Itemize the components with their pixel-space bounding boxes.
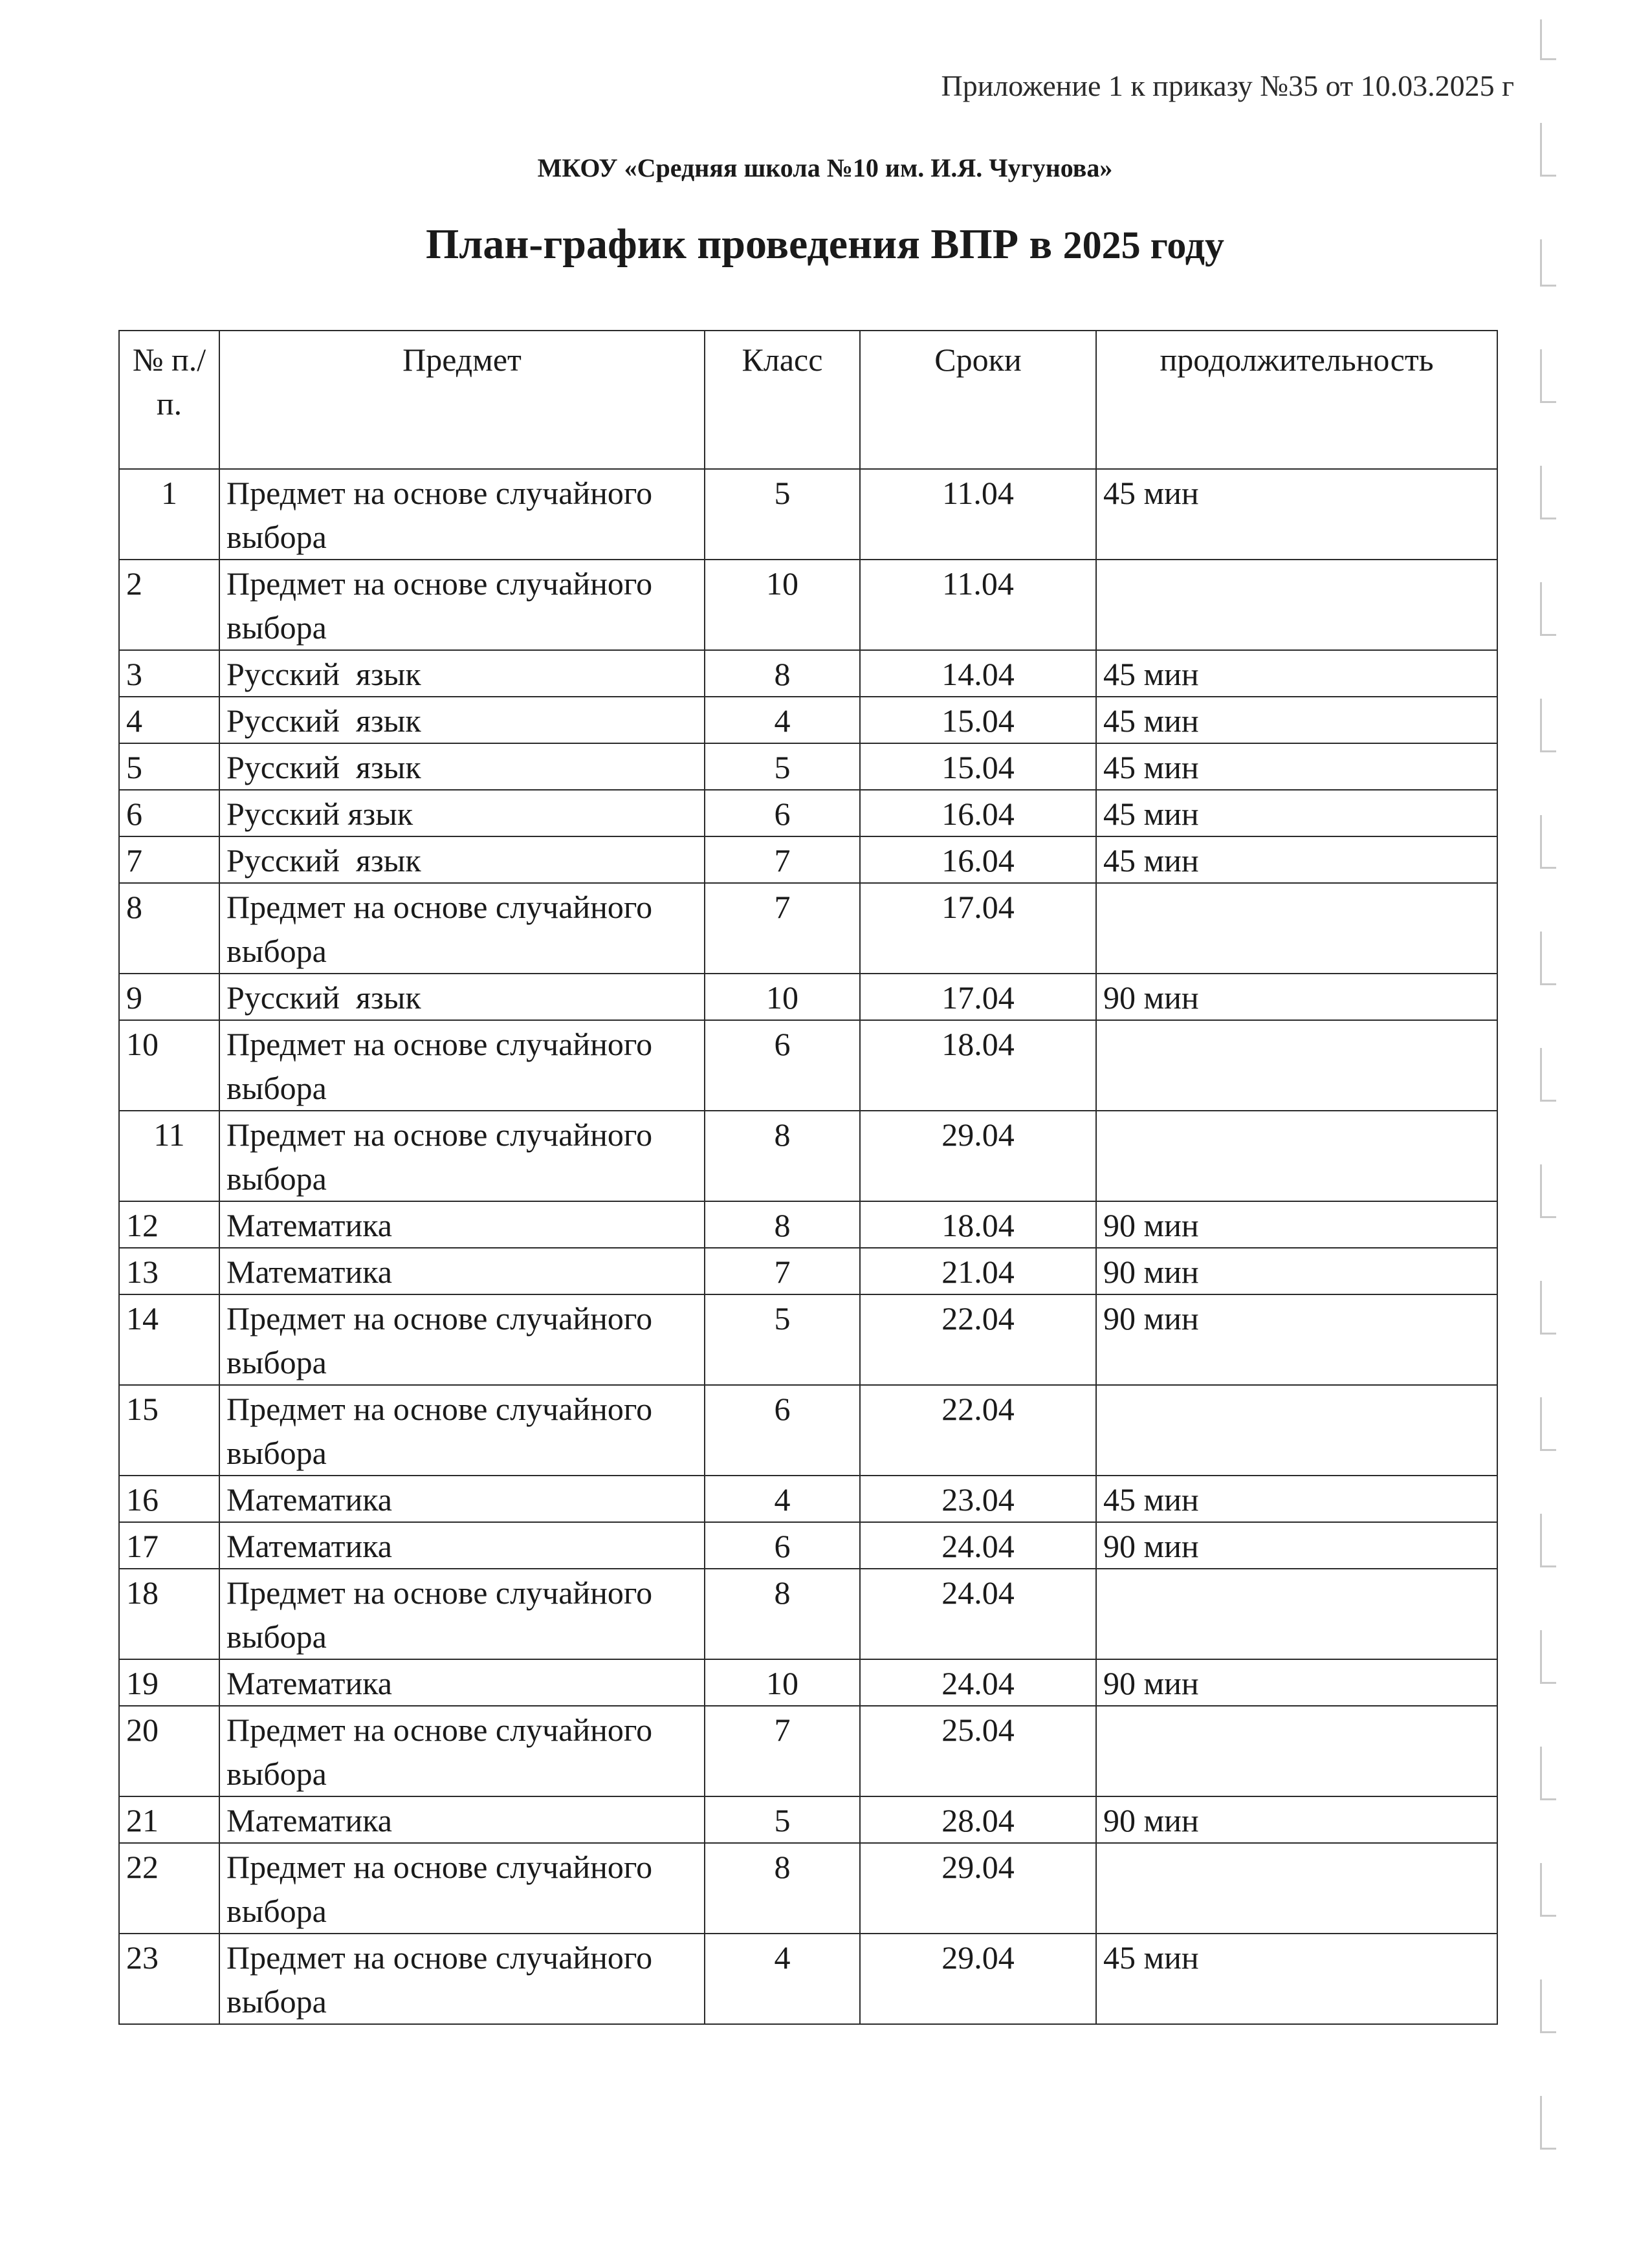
- scan-edge-mark: [1540, 932, 1556, 985]
- table-row: [119, 1796, 1497, 1843]
- row-date: 17.04: [860, 974, 1096, 1020]
- row-number: 22: [119, 1843, 219, 1934]
- row-date: 15.04: [860, 697, 1096, 743]
- row-date: 29.04: [860, 1111, 1096, 1201]
- row-date: 11.04: [860, 469, 1096, 560]
- row-grade: 5: [705, 1294, 860, 1385]
- row-date: 22.04: [860, 1294, 1096, 1385]
- row-number: 20: [119, 1706, 219, 1796]
- scan-edge-mark: [1540, 1397, 1556, 1451]
- row-date: 11.04: [860, 560, 1096, 650]
- row-date: 18.04: [860, 1020, 1096, 1111]
- scan-edge-mark: [1540, 349, 1556, 403]
- row-duration: 90 мин: [1096, 1659, 1497, 1706]
- row-number: 9: [119, 974, 219, 1020]
- row-number: 18: [119, 1569, 219, 1659]
- row-subject: Предмет на основе случайного выбора: [219, 1111, 705, 1201]
- table-row: [119, 697, 1497, 743]
- row-duration: 90 мин: [1096, 1796, 1497, 1843]
- row-date: 24.04: [860, 1569, 1096, 1659]
- scan-edge-mark: [1540, 1630, 1556, 1684]
- row-duration: [1096, 1020, 1497, 1111]
- row-duration: 45 мин: [1096, 1476, 1497, 1522]
- row-subject: Предмет на основе случайного выбора: [219, 883, 705, 974]
- row-date: 16.04: [860, 836, 1096, 883]
- row-grade: 8: [705, 1569, 860, 1659]
- scan-edge-mark: [1540, 582, 1556, 636]
- row-duration: 90 мин: [1096, 974, 1497, 1020]
- row-duration: [1096, 1843, 1497, 1934]
- row-number: 11: [119, 1111, 219, 1201]
- row-grade: 6: [705, 1522, 860, 1569]
- row-duration: 90 мин: [1096, 1522, 1497, 1569]
- table-row: [119, 1569, 1497, 1659]
- row-date: 18.04: [860, 1201, 1096, 1248]
- row-grade: 10: [705, 560, 860, 650]
- row-grade: 7: [705, 1706, 860, 1796]
- column-header-number: № п./п.: [119, 331, 219, 469]
- row-date: 21.04: [860, 1248, 1096, 1294]
- table-row: [119, 1020, 1497, 1111]
- row-grade: 8: [705, 1111, 860, 1201]
- row-duration: 45 мин: [1096, 836, 1497, 883]
- row-grade: 8: [705, 1843, 860, 1934]
- row-date: 24.04: [860, 1659, 1096, 1706]
- row-number: 6: [119, 790, 219, 836]
- row-duration: [1096, 1385, 1497, 1476]
- row-grade: 4: [705, 697, 860, 743]
- row-number: 21: [119, 1796, 219, 1843]
- row-grade: 10: [705, 1659, 860, 1706]
- row-duration: [1096, 883, 1497, 974]
- table-row: [119, 560, 1497, 650]
- row-date: 23.04: [860, 1476, 1096, 1522]
- column-header-grade: Класс: [705, 331, 860, 469]
- row-number: 1: [119, 469, 219, 560]
- row-grade: 7: [705, 836, 860, 883]
- table-row: [119, 1522, 1497, 1569]
- row-grade: 6: [705, 790, 860, 836]
- appendix-note: Приложение 1 к приказу №35 от 10.03.2025 г: [941, 69, 1514, 102]
- row-subject: Математика: [219, 1248, 705, 1294]
- table-row: [119, 883, 1497, 974]
- row-number: 16: [119, 1476, 219, 1522]
- scan-edge-mark: [1540, 1863, 1556, 1917]
- row-date: 28.04: [860, 1796, 1096, 1843]
- row-subject: Предмет на основе случайного выбора: [219, 560, 705, 650]
- row-date: 15.04: [860, 743, 1096, 790]
- table-row: [119, 469, 1497, 560]
- scan-edge-mark: [1540, 1514, 1556, 1567]
- row-subject: Русский язык: [219, 974, 705, 1020]
- scan-edge-mark: [1540, 19, 1556, 60]
- scan-edge-mark: [1540, 1747, 1556, 1800]
- row-number: 14: [119, 1294, 219, 1385]
- scan-edge-mark: [1540, 466, 1556, 519]
- row-subject: Русский язык: [219, 836, 705, 883]
- table-header-row: [119, 331, 1497, 469]
- school-name: МКОУ «Средняя школа №10 им. И.Я. Чугунова»: [537, 153, 1113, 182]
- column-header-duration: продолжительность: [1096, 331, 1497, 469]
- row-grade: 5: [705, 743, 860, 790]
- row-duration: [1096, 1569, 1497, 1659]
- row-date: 24.04: [860, 1522, 1096, 1569]
- row-subject: Русский язык: [219, 790, 705, 836]
- row-date: 29.04: [860, 1934, 1096, 2024]
- row-number: 7: [119, 836, 219, 883]
- row-number: 15: [119, 1385, 219, 1476]
- row-subject: Предмет на основе случайного выбора: [219, 1934, 705, 2024]
- row-number: 19: [119, 1659, 219, 1706]
- row-duration: [1096, 560, 1497, 650]
- table-row: [119, 1843, 1497, 1934]
- row-number: 17: [119, 1522, 219, 1569]
- row-subject: Математика: [219, 1476, 705, 1522]
- row-grade: 4: [705, 1476, 860, 1522]
- row-number: 4: [119, 697, 219, 743]
- table-row: [119, 1201, 1497, 1248]
- row-duration: [1096, 1706, 1497, 1796]
- row-subject: Русский язык: [219, 743, 705, 790]
- row-duration: 90 мин: [1096, 1248, 1497, 1294]
- row-duration: 45 мин: [1096, 697, 1497, 743]
- row-duration: 45 мин: [1096, 790, 1497, 836]
- row-subject: Предмет на основе случайного выбора: [219, 1706, 705, 1796]
- table-row: [119, 1385, 1497, 1476]
- table-row: [119, 1706, 1497, 1796]
- row-grade: 6: [705, 1385, 860, 1476]
- row-grade: 10: [705, 974, 860, 1020]
- table-row: [119, 650, 1497, 697]
- row-duration: 90 мин: [1096, 1294, 1497, 1385]
- row-grade: 7: [705, 1248, 860, 1294]
- row-grade: 6: [705, 1020, 860, 1111]
- column-header-date: Сроки: [860, 331, 1096, 469]
- table-row: [119, 1111, 1497, 1201]
- row-subject: Предмет на основе случайного выбора: [219, 469, 705, 560]
- scan-edge-mark: [1540, 1048, 1556, 1102]
- row-date: 25.04: [860, 1706, 1096, 1796]
- title-year: 2025 году: [1062, 224, 1225, 267]
- page-title: [0, 220, 1650, 269]
- row-date: 14.04: [860, 650, 1096, 697]
- title-text: План-график проведения ВПР в: [425, 221, 1063, 268]
- row-date: 22.04: [860, 1385, 1096, 1476]
- row-duration: 45 мин: [1096, 1934, 1497, 2024]
- row-subject: Математика: [219, 1522, 705, 1569]
- row-subject: Предмет на основе случайного выбора: [219, 1843, 705, 1934]
- row-duration: 45 мин: [1096, 469, 1497, 560]
- row-duration: 90 мин: [1096, 1201, 1497, 1248]
- row-number: 23: [119, 1934, 219, 2024]
- table-row: [119, 1659, 1497, 1706]
- row-grade: 8: [705, 650, 860, 697]
- table-row: [119, 1476, 1497, 1522]
- row-duration: [1096, 1111, 1497, 1201]
- row-grade: 8: [705, 1201, 860, 1248]
- column-header-subject: Предмет: [219, 331, 705, 469]
- row-duration: 45 мин: [1096, 650, 1497, 697]
- table-row: [119, 1248, 1497, 1294]
- row-date: 16.04: [860, 790, 1096, 836]
- row-subject: Математика: [219, 1201, 705, 1248]
- table-row: [119, 790, 1497, 836]
- scan-edge-mark: [1540, 815, 1556, 869]
- row-subject: Русский язык: [219, 697, 705, 743]
- row-subject: Предмет на основе случайного выбора: [219, 1569, 705, 1659]
- table-row: [119, 743, 1497, 790]
- row-subject: Математика: [219, 1659, 705, 1706]
- row-duration: 45 мин: [1096, 743, 1497, 790]
- row-number: 8: [119, 883, 219, 974]
- row-number: 12: [119, 1201, 219, 1248]
- scan-edge-mark: [1540, 699, 1556, 752]
- scan-edge-mark: [1540, 1164, 1556, 1218]
- row-number: 13: [119, 1248, 219, 1294]
- row-subject: Предмет на основе случайного выбора: [219, 1020, 705, 1111]
- row-number: 10: [119, 1020, 219, 1111]
- row-grade: 7: [705, 883, 860, 974]
- row-grade: 5: [705, 469, 860, 560]
- row-subject: Предмет на основе случайного выбора: [219, 1385, 705, 1476]
- table-row: [119, 836, 1497, 883]
- row-subject: Предмет на основе случайного выбора: [219, 1294, 705, 1385]
- row-number: 5: [119, 743, 219, 790]
- row-subject: Русский язык: [219, 650, 705, 697]
- row-date: 29.04: [860, 1843, 1096, 1934]
- row-grade: 4: [705, 1934, 860, 2024]
- table-row: [119, 974, 1497, 1020]
- row-date: 17.04: [860, 883, 1096, 974]
- scan-edge-mark: [1540, 1979, 1556, 2033]
- scan-edge-mark: [1540, 1281, 1556, 1335]
- table-row: [119, 1294, 1497, 1385]
- table-body: [119, 469, 1497, 2024]
- row-subject: Математика: [219, 1796, 705, 1843]
- row-number: 3: [119, 650, 219, 697]
- row-grade: 5: [705, 1796, 860, 1843]
- scan-edge-mark: [1540, 2096, 1556, 2150]
- table-row: [119, 1934, 1497, 2024]
- row-number: 2: [119, 560, 219, 650]
- schedule-table: [118, 330, 1498, 2025]
